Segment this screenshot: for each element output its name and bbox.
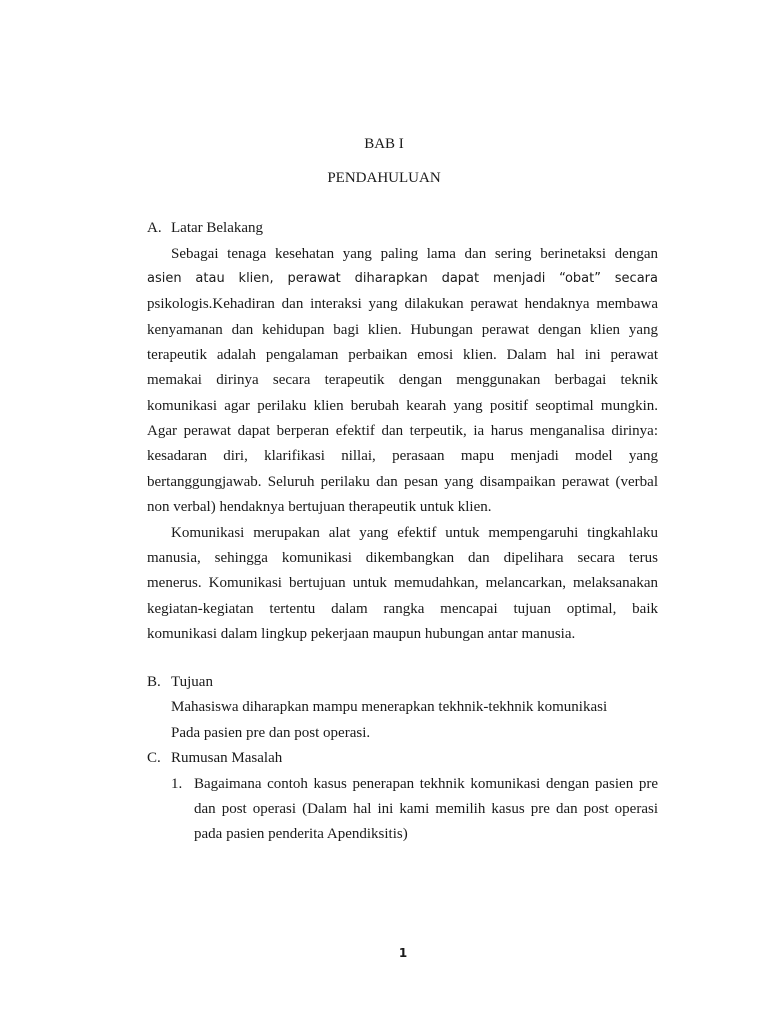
section-a-marker: A. — [147, 220, 162, 236]
section-a-line-2: asien atau klien, perawat diharapkan dapat menjadi “obat” secara — [147, 271, 658, 286]
section-c-marker: C. — [147, 750, 161, 766]
section-a-heading: Latar Belakang — [171, 220, 264, 236]
section-a-line-9: kesadaran diri, klarifikasi nillai, perasaan mapu menjadi model yang — [147, 448, 658, 464]
section-c-line-1: Bagaimana contoh kasus penerapan tekhnik komunikasi dengan pasien pre — [194, 776, 658, 792]
section-b-line-1: Mahasiswa diharapkan mampu menerapkan tekhnik-tekhnik komunikasi — [171, 699, 608, 715]
section-a-line-3: psikologis.Kehadiran dan interaksi yang dilakukan perawat hendaknya membawa — [147, 296, 658, 312]
section-a-line-6: memakai dirinya secara terapeutik dengan menggunakan berbagai teknik — [147, 372, 658, 388]
section-c-line-3: pada pasien penderita Apendiksitis) — [194, 826, 408, 842]
section-a-line-1: Sebagai tenaga kesehatan yang paling lama dan sering berinetaksi dengan — [171, 246, 658, 262]
page-number: 1 — [398, 946, 408, 960]
section-b-heading: Tujuan — [171, 674, 213, 690]
section-a-line-13: manusia, sehingga komunikasi dikembangkan dan dipelihara secara terus — [147, 550, 658, 566]
section-a-line-8: Agar perawat dapat berperan efektif dan terpeutik, ia harus menganalisa dirinya: — [147, 423, 658, 439]
section-a-line-5: terapeutik adalah pengalaman perbaikan emosi klien. Dalam hal ini perawat — [147, 347, 658, 363]
section-a-line-7: komunikasi agar perilaku klien berubah kearah yang positif seoptimal mungkin. — [147, 398, 658, 414]
section-c-heading: Rumusan Masalah — [171, 750, 283, 766]
section-a-line-15: kegiatan-kegiatan tertentu dalam rangka mencapai tujuan optimal, baik — [147, 601, 658, 617]
section-a-line-11: non verbal) hendaknya bertujuan therapeutik untuk klien. — [147, 499, 492, 515]
section-b-line-2: Pada pasien pre dan post operasi. — [171, 725, 371, 741]
section-a-line-4: kenyamanan dan kehidupan bagi klien. Hubungan perawat dengan klien yang — [147, 322, 658, 338]
chapter-label: BAB I — [364, 136, 404, 152]
section-c-line-2: dan post operasi (Dalam hal ini kami memilih kasus pre dan post operasi — [194, 801, 658, 817]
section-c-item-number: 1. — [171, 776, 183, 792]
section-a-line-10: bertanggungjawab. Seluruh perilaku dan pesan yang disampaikan perawat (verbal — [147, 474, 658, 490]
chapter-title: PENDAHULUAN — [327, 170, 441, 186]
section-b-marker: B. — [147, 674, 161, 690]
section-a-line-14: menerus. Komunikasi bertujuan untuk memudahkan, melancarkan, melaksanakan — [147, 575, 658, 591]
section-a-line-12: Komunikasi merupakan alat yang efektif untuk mempengaruhi tingkahlaku — [171, 525, 658, 541]
section-a-line-16: komunikasi dalam lingkup pekerjaan maupun hubungan antar manusia. — [147, 626, 576, 642]
